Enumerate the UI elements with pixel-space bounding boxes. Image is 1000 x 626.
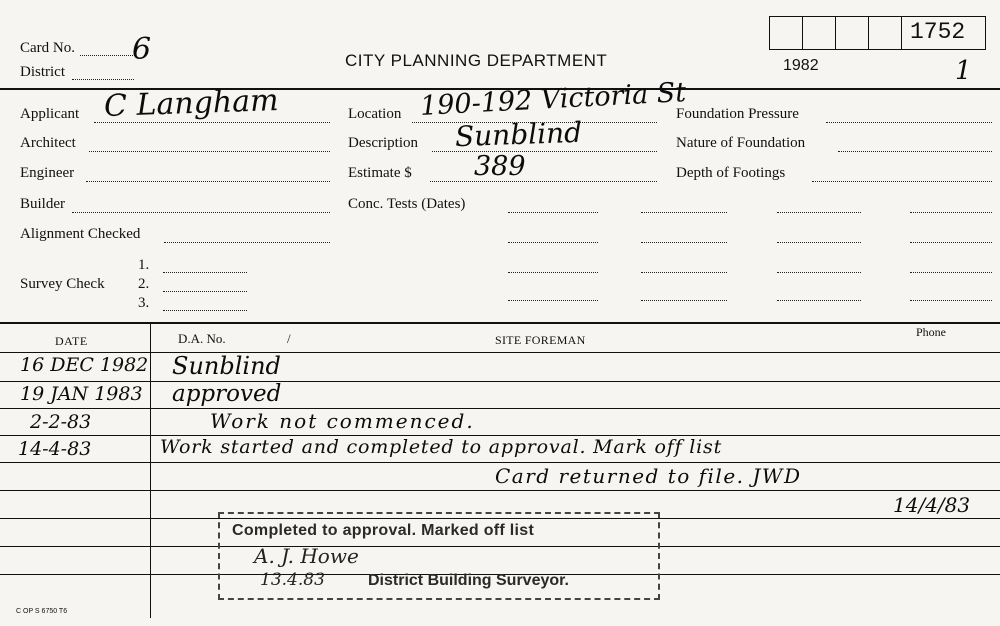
nature-foundation-label: Nature of Foundation: [676, 135, 806, 151]
district-label: District: [20, 64, 65, 80]
foundation-pressure-line: [826, 122, 992, 123]
foundation-pressure-label: Foundation Pressure: [676, 106, 799, 122]
site-foreman-header: SITE FOREMAN: [495, 333, 586, 347]
log-date-2: 19 JAN 1983: [20, 383, 143, 405]
conc-tests-line: [777, 212, 861, 213]
estimate-label: Estimate $: [348, 165, 412, 181]
survey-number-1: 1.: [138, 257, 150, 273]
log-date-3: 2-2-83: [30, 411, 92, 433]
survey-line-2: [163, 291, 247, 292]
log-date-1: 16 DEC 1982: [20, 354, 149, 376]
form-code: C OP S 6750 T6: [16, 608, 68, 615]
location-label: Location: [348, 106, 402, 122]
year-label: 1982: [783, 57, 819, 74]
architect-line: [89, 151, 330, 152]
conc-tests-line: [777, 272, 861, 273]
conc-tests-line: [508, 242, 598, 243]
conc-tests-line: [641, 242, 727, 243]
conc-tests-line: [777, 300, 861, 301]
alignment-line: [164, 242, 330, 243]
log-date-4: 14-4-83: [18, 438, 92, 460]
log-row-rule: [0, 462, 1000, 463]
engineer-line: [86, 181, 330, 182]
conc-tests-line: [910, 242, 992, 243]
stamp-signature: A. J. Howe: [254, 544, 359, 568]
builder-label: Builder: [20, 196, 65, 212]
depth-footings-label: Depth of Footings: [676, 165, 786, 181]
log-signed-date: 14/4/83: [893, 493, 971, 517]
approval-stamp: [218, 512, 660, 600]
card-number-cell: [836, 17, 869, 49]
district-line: [72, 79, 134, 80]
log-row-rule: [0, 490, 1000, 491]
survey-number-3: 3.: [138, 295, 150, 311]
card-no-label: Card No.: [20, 40, 75, 56]
conc-tests-line: [910, 272, 992, 273]
description-value: Sunblind: [454, 115, 583, 154]
alignment-label: Alignment Checked: [20, 226, 141, 242]
survey-check-label: Survey Check: [20, 276, 105, 292]
conc-tests-line: [508, 272, 598, 273]
conc-tests-line: [641, 300, 727, 301]
department-title: CITY PLANNING DEPARTMENT: [345, 51, 608, 70]
card-number-cell: [803, 17, 836, 49]
log-text-3: Work not commenced.: [210, 409, 475, 433]
card-no-value: 6: [132, 32, 152, 67]
page-mark: 1: [955, 56, 972, 86]
conc-tests-line: [910, 212, 992, 213]
estimate-value: 389: [474, 151, 526, 182]
survey-number-2: 2.: [138, 276, 150, 292]
log-text-2: approved: [172, 381, 282, 407]
conc-tests-line: [641, 272, 727, 273]
log-row-rule: [0, 381, 1000, 382]
location-value: 190-192 Victoria St: [419, 77, 687, 122]
card-no-line: [80, 55, 135, 56]
engineer-label: Engineer: [20, 165, 75, 181]
stamp-title: District Building Surveyor.: [368, 572, 569, 589]
card-number-box: [769, 16, 986, 50]
conc-tests-line: [641, 212, 727, 213]
depth-footings-line: [812, 181, 992, 182]
architect-label: Architect: [20, 135, 76, 151]
survey-line-1: [163, 272, 247, 273]
applicant-value: C Langham: [103, 82, 280, 125]
da-slash: /: [287, 331, 291, 346]
applicant-label: Applicant: [20, 106, 80, 122]
card-number-value: 1752: [910, 19, 966, 45]
log-row-rule: [0, 408, 1000, 409]
phone-header: Phone: [916, 325, 946, 339]
description-label: Description: [348, 135, 418, 151]
survey-line-3: [163, 310, 247, 311]
da-header: D.A. No.: [178, 331, 226, 346]
log-text-1: Sunblind: [172, 352, 281, 380]
card-number-cell: [869, 17, 902, 49]
log-header-rule: [0, 352, 1000, 353]
log-continuation: Card returned to file. JWD: [495, 464, 802, 488]
conc-tests-line: [508, 212, 598, 213]
conc-tests-line: [508, 300, 598, 301]
date-header: DATE: [55, 334, 88, 348]
nature-foundation-line: [838, 151, 992, 152]
log-text-4: Work started and completed to approval. Mark off list: [160, 436, 723, 458]
conc-tests-line: [910, 300, 992, 301]
conc-tests-label: Conc. Tests (Dates): [348, 196, 466, 212]
conc-tests-line: [777, 242, 861, 243]
builder-line: [72, 212, 330, 213]
card-number-cell: [770, 17, 803, 49]
stamp-completed-text: Completed to approval. Marked off list: [232, 522, 535, 539]
stamp-date: 13.4.83: [260, 570, 325, 590]
estimate-line: [430, 181, 657, 182]
